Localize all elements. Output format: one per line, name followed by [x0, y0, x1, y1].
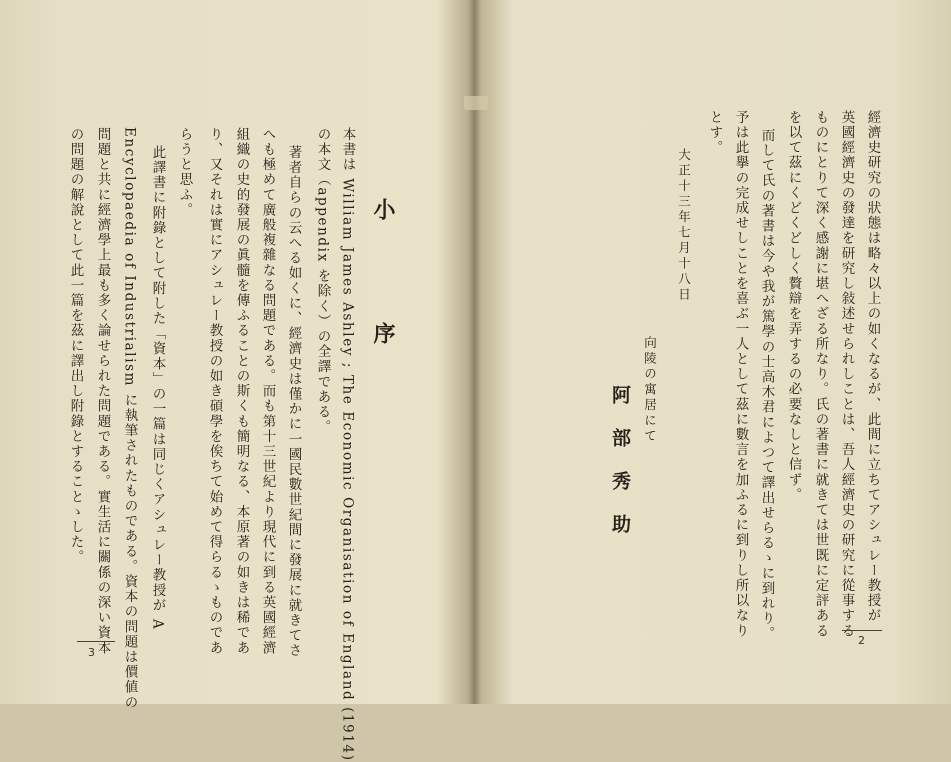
- text-line: 英國經濟史の發達を研究し敍述せられしことは、吾人經濟史の研究に從事する: [838, 110, 855, 639]
- text-line: ものにとりて深く感謝に堪へざる所なり。氏の著書に就きては世既に定評ある: [812, 110, 829, 639]
- text-line: へも極めて廣般複雜なる問題である。而も第十三世紀より現代に到る英國經濟: [259, 127, 276, 656]
- text-line: 問題と共に經濟學上最も多く論せられた問題である。實生活に關係の深い資本: [94, 127, 111, 656]
- page-rule: [842, 630, 882, 631]
- text-line: 本書は William James Ashley ; The Economic Organisation of England (1914): [339, 127, 356, 762]
- right-page: [480, 0, 951, 704]
- text-line: 組織の史的發展の眞髓を傳ふることの斯くも簡明なる、本原著の如きは稀であ: [233, 127, 250, 656]
- text-line: の問題の解說として此一篇を茲に譯出し附錄とすることゝした。: [67, 127, 84, 565]
- text-line: らうと思ふ。: [176, 127, 193, 218]
- page-number: 2: [858, 634, 865, 647]
- date-line: 大正十三年七月十八日: [676, 148, 692, 303]
- text-line: 經濟史研究の狀態は略々以上の如くなるが、此間に立ちてアシュレー教授が: [864, 110, 881, 624]
- page-number: 3: [88, 646, 95, 659]
- text-line: り、又それは實にアシュレー教授の如き碩學を俟ちて始めて得らるゝものであ: [206, 127, 223, 656]
- author-signature: 阿部秀助: [609, 385, 631, 557]
- preface-title: 小 序: [370, 198, 396, 384]
- left-page: [0, 0, 472, 762]
- text-line: Encyclopaedia of Industrialism に執筆されたものである。資本の問題は價値の: [121, 127, 138, 711]
- text-line: を以て茲にくどくどしく贅辯を弄するの必要なしと信ず。: [785, 110, 802, 503]
- text-line: 予は此擧の完成せしことを喜ぶ一人として茲に數言を加ふるに到りし所以なり: [732, 110, 749, 639]
- location-line: 向陵の寓居にて: [642, 336, 658, 445]
- text-line: 著者自らの云へる如くに、經濟史は僅かに一國民數世紀間に發展に就きてさ: [285, 145, 302, 659]
- text-line: 而して氏の著書は今や我が篤學の士高木君によつて譯出せらるゝに到れり。: [758, 128, 775, 642]
- page-rule: [77, 641, 115, 642]
- text-line: とす。: [706, 110, 723, 156]
- text-line: の本文（appendix を除く）の全譯である。: [314, 127, 331, 435]
- text-line: 此譯書に附錄として附した「資本」の一篇は同じくアシュレー教授が A: [149, 145, 166, 631]
